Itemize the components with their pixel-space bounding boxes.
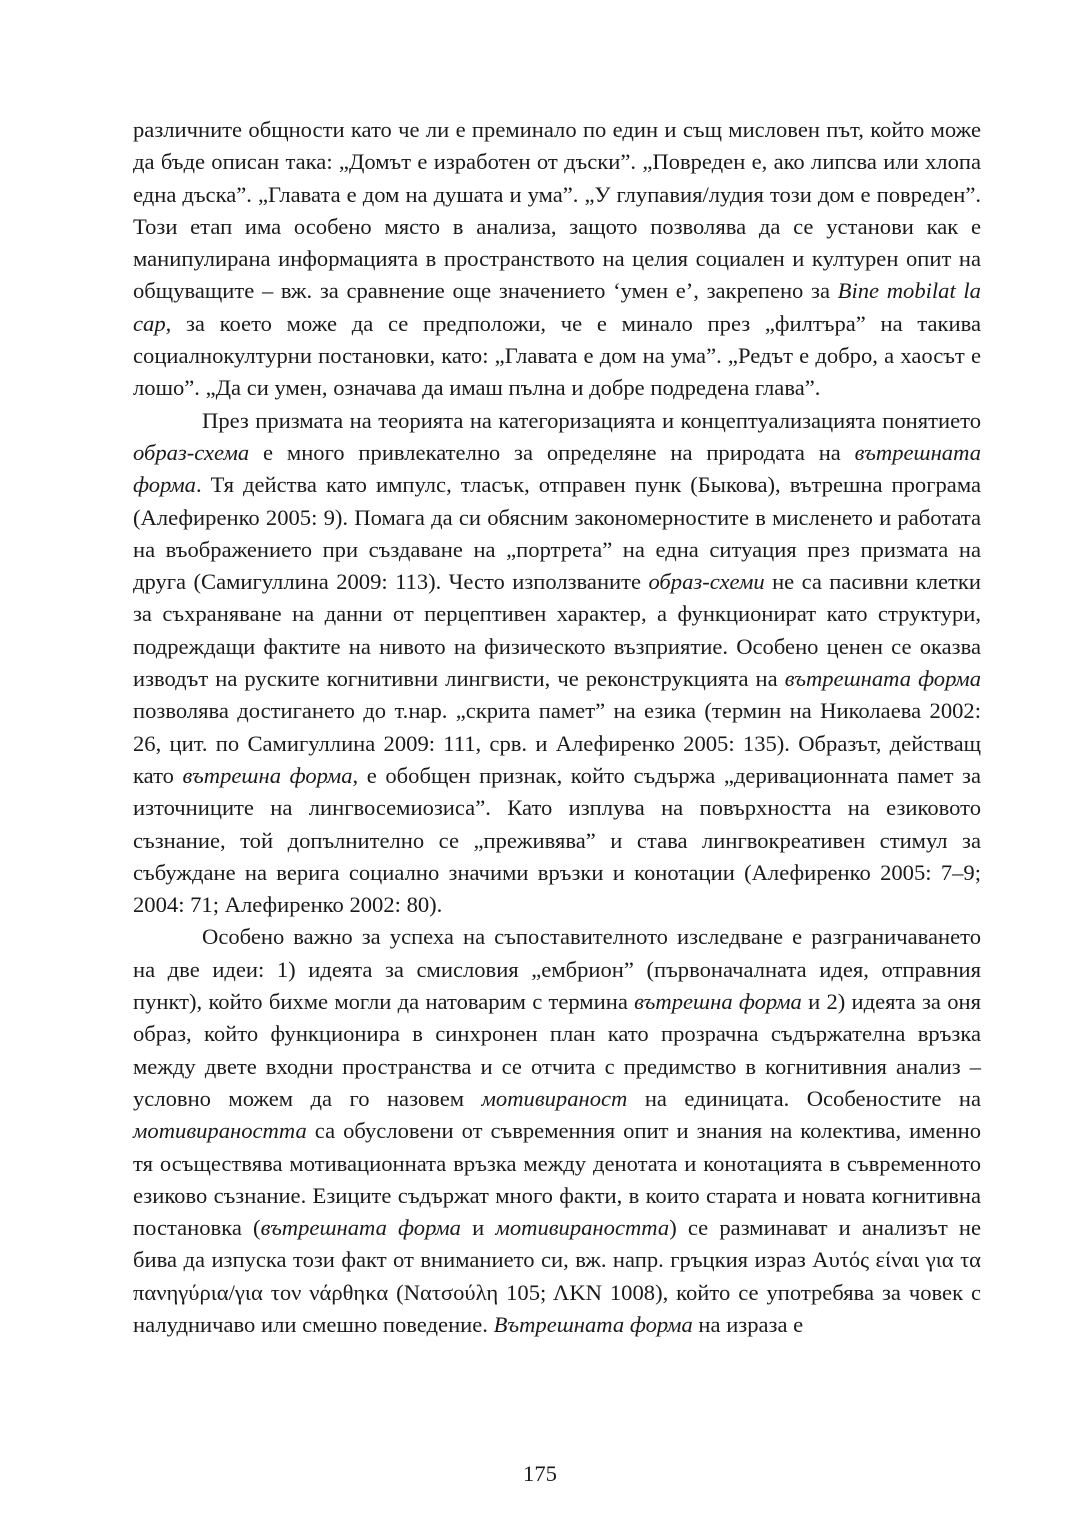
italic-term: вътрешна форма <box>634 989 802 1015</box>
italic-term: образ-схеми <box>648 569 765 595</box>
paragraph-1 <box>133 114 981 405</box>
italic-term: вътрешна форма <box>182 762 353 788</box>
italic-term: Вътрешната форма <box>493 1311 693 1337</box>
text-segment: са обусловени от съвременния опит и знания на колектива, именно тя осъществява мотивационната връзка между денотата и конотацията в съвременното езиково съзнание. Езиците съдържат много факти, в които старата и новата когнитивна постановка ( <box>133 1118 981 1241</box>
text-segment: През призмата на теорията на категоризацията и концептуализацията понятието <box>202 407 981 433</box>
text-segment: и <box>460 1215 496 1241</box>
document-body <box>133 114 981 1341</box>
text-segment: различните общности като че ли е преминало по един и същ мисловен път, който може да бъде описан така: „Домът е изработен от дъски”. „Повреден е, ако липсва или хлопа една дъска”. „Главата е дом на душата и ума”. „У глупавия/лудия този дом е повреден”. Този етап има особено място в анализа, защото позволява да се установи как е манипулирана информацията в пространството на целия социален и културен опит на общуващите – вж. за сравнение още значението ‘умен е’, закрепено за <box>133 117 981 304</box>
text-segment: не са пасивни клетки за съхраняване на данни от перцептивен характер, а функционират като структури, подреждащи фактите на нивото на физическото възприятие. Особено ценен се оказва изводът на руските когнитивни лингвисти, че реконструкцията на <box>133 569 981 692</box>
text-segment: на израза е <box>692 1311 804 1337</box>
paragraph-3 <box>133 921 981 1341</box>
paragraph-2 <box>133 405 981 922</box>
italic-term: Bine mobilat la cap <box>133 278 981 336</box>
italic-term: вътрешната форма <box>784 666 981 692</box>
italic-term: вътрешната форма <box>133 439 981 498</box>
text-segment: , е обобщен признак, който съдържа „деривационната памет за източниците на лингвосемиозиса”. Като изплува на повърхността на езиковото съзнание, той допълнително се „преживява” и става лингвокреативен стимул за събуждане на верига социално значими връзки и конотации (Алефиренко 2005: 7–9; 2004: 71; Алефиренко 2002: 80). <box>133 762 981 918</box>
italic-term: образ-схема <box>133 439 250 465</box>
text-segment: е много привлекателно за определяне на природата на <box>249 439 855 465</box>
text-segment: Особено важно за успеха на съпоставителното изследване е разграничаването на две идеи: 1) идеята за смисловия „ембрион” (първоначалната идея, отправния пункт), който бихме могли да натоварим с термина <box>133 924 981 1015</box>
italic-term: вътрешната форма <box>260 1215 461 1241</box>
text-segment: позволява достигането до т.нар. „скрита памет” на езика (термин на Николаева 2002: 26, цит. по Самигуллина 2009: 111, срв. и Алефиренко 2005: 135). Образът, действащ като <box>133 698 981 788</box>
text-segment: на единицата. Особеностите на <box>627 1085 981 1111</box>
italic-term: мотивираност <box>481 1085 628 1111</box>
page-number: 175 <box>523 1461 557 1486</box>
text-segment: . Тя действа като импулс, тласък, отправен пунк (Быкова), вътрешна програма (Алефиренко 2005: 9). Помага да си обясним закономерностите в мисленето и работата на въображението при създаване на „портрета” на една ситуация през призмата на друга (Самигуллина 2009: 113). Често използваните <box>133 472 981 595</box>
italic-term: мотивираността <box>495 1215 670 1241</box>
text-segment: , за което може да се предположи, че е минало през „филтъра” на такива социалнокултурни постановки, като: „Главата е дом на ума”. „Редът е добро, а хаосът е лошо”. „Да си умен, означава да имаш пълна и добре подредена глава”. <box>133 310 981 401</box>
text-segment: ) се разминават и анализът не бива да изпуска този факт от вниманието си, вж. напр. гръцкия израз Αυτός είναι για τα πανηγύρια/για τον νάρθηκα (Νατσούλη 105; ΛΚΝ 1008), който се употребява за човек с налудничаво или смешно поведение. <box>133 1215 981 1337</box>
italic-term: мотивираността <box>133 1118 307 1144</box>
text-segment: и 2) идеята за оня образ, който функционира в синхронен план като прозрачна съдържателна връзка между двете входни пространства и се отчита с предимство в когнитивния анализ – условно можем да го назовем <box>133 989 981 1111</box>
